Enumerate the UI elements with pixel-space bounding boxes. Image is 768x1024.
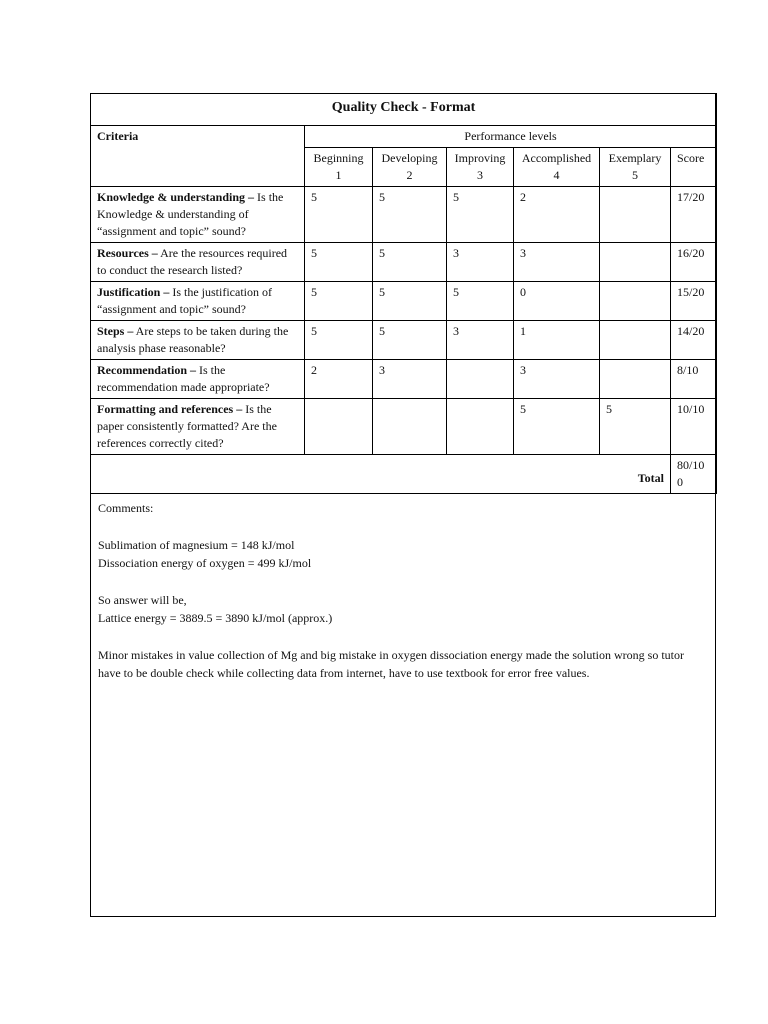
comment-paragraph: Minor mistakes in value collection of Mg and big mistake in oxygen dissociation energy made the solution wrong so tutor have to be double check while collecting data from internet, have to use textbook for error free values. xyxy=(98,647,685,680)
level-header: Exemplary 5 xyxy=(600,148,671,187)
comment-line: Sublimation of magnesium = 148 kJ/mol xyxy=(98,537,295,552)
total-label: Total xyxy=(91,455,671,494)
row-score: 16/20 xyxy=(671,243,717,282)
score-cell: 2 xyxy=(514,187,600,243)
score-cell: 5 xyxy=(514,399,600,455)
quality-check-form xyxy=(90,93,716,917)
score-cell xyxy=(600,321,671,360)
score-cell: 5 xyxy=(373,243,447,282)
score-cell: 5 xyxy=(373,187,447,243)
score-cell: 1 xyxy=(514,321,600,360)
comments-heading: Comments: xyxy=(98,501,154,515)
criterion: Formatting and references – Is the paper consistently formatted? Are the references correctly cited? xyxy=(91,399,305,455)
comments-section xyxy=(91,493,715,689)
criterion: Resources – Are the resources required to conduct the research listed? xyxy=(91,243,305,282)
score-header: Score xyxy=(671,148,717,187)
comment-line: Lattice energy = 3889.5 = 3890 kJ/mol (approx.) xyxy=(98,611,333,625)
score-cell xyxy=(600,360,671,399)
score-cell: 5 xyxy=(373,321,447,360)
comment-line: So answer will be, xyxy=(98,592,187,607)
score-cell: 0 xyxy=(514,282,600,321)
level-header: Accomplished 4 xyxy=(514,148,600,187)
score-cell: 3 xyxy=(447,243,514,282)
comment-line: Dissociation energy of oxygen = 499 kJ/mol xyxy=(98,556,312,570)
table-row xyxy=(91,187,717,243)
score-cell xyxy=(305,399,373,455)
score-cell: 5 xyxy=(447,187,514,243)
criterion: Steps – Are steps to be taken during the analysis phase reasonable? xyxy=(91,321,305,360)
form-title: Quality Check - Format xyxy=(91,94,717,126)
score-cell xyxy=(447,360,514,399)
level-header: Beginning 1 xyxy=(305,148,373,187)
rubric-table xyxy=(90,93,717,494)
score-cell: 5 xyxy=(305,321,373,360)
table-row xyxy=(91,243,717,282)
row-score: 14/20 xyxy=(671,321,717,360)
score-cell: 2 xyxy=(305,360,373,399)
total-value: 80/100 xyxy=(671,455,717,494)
level-header: Developing 2 xyxy=(373,148,447,187)
score-cell xyxy=(373,399,447,455)
score-cell: 3 xyxy=(447,321,514,360)
row-score: 8/10 xyxy=(671,360,717,399)
score-cell xyxy=(447,399,514,455)
row-score: 10/10 xyxy=(671,399,717,455)
table-row xyxy=(91,360,717,399)
score-cell xyxy=(600,282,671,321)
score-cell: 3 xyxy=(514,243,600,282)
table-row xyxy=(91,321,717,360)
score-cell: 5 xyxy=(373,282,447,321)
criterion: Recommendation – Is the recommendation made appropriate? xyxy=(91,360,305,399)
criteria-header: Criteria xyxy=(91,126,305,187)
score-cell: 5 xyxy=(600,399,671,455)
total-row xyxy=(91,455,717,494)
score-cell: 3 xyxy=(373,360,447,399)
level-header: Improving 3 xyxy=(447,148,514,187)
score-cell: 5 xyxy=(305,282,373,321)
score-cell xyxy=(600,187,671,243)
score-cell: 3 xyxy=(514,360,600,399)
criterion: Knowledge & understanding – Is the Knowledge & understanding of “assignment and topic” sound? xyxy=(91,187,305,243)
row-score: 17/20 xyxy=(671,187,717,243)
row-score: 15/20 xyxy=(671,282,717,321)
performance-levels-header: Performance levels xyxy=(305,126,717,148)
score-cell: 5 xyxy=(447,282,514,321)
table-row xyxy=(91,399,717,455)
score-cell: 5 xyxy=(305,243,373,282)
score-cell: 5 xyxy=(305,187,373,243)
score-cell xyxy=(600,243,671,282)
criterion: Justification – Is the justification of “assignment and topic” sound? xyxy=(91,282,305,321)
table-row xyxy=(91,282,717,321)
